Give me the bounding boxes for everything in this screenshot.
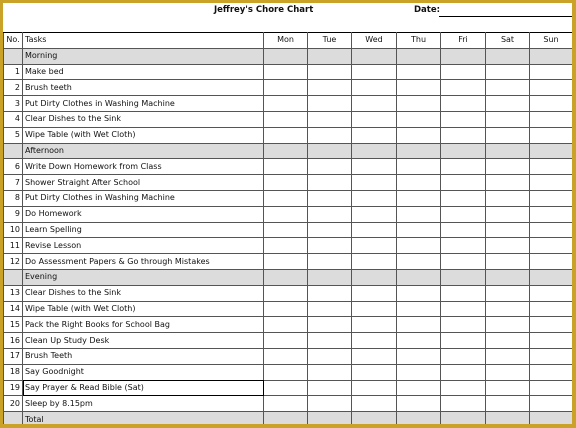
task-number[interactable]: 6 [4,159,23,175]
column-header-tue[interactable]: Tue [308,33,352,49]
checkbox-cell-tue[interactable] [308,222,352,238]
section-no-cell[interactable] [4,143,23,159]
checkbox-cell-sat[interactable] [486,96,530,112]
task-number[interactable]: 10 [4,222,23,238]
task-row [4,127,573,143]
checkbox-cell-mon[interactable] [264,348,308,364]
checkbox-cell-tue[interactable] [308,159,352,175]
checkbox-cell-tue[interactable] [308,190,352,206]
task-name[interactable]: Clean Up Study Desk [23,333,264,349]
column-header-thu[interactable]: Thu [397,33,441,49]
section-day-cell[interactable] [441,48,486,64]
checkbox-cell-wed[interactable] [352,396,397,412]
checkbox-cell-tue[interactable] [308,285,352,301]
checkbox-cell-mon[interactable] [264,175,308,191]
chore-table [3,32,572,424]
checkbox-cell-wed[interactable] [352,301,397,317]
section-day-cell[interactable] [486,269,530,285]
task-row [4,380,573,396]
checkbox-cell-tue[interactable] [308,317,352,333]
checkbox-cell-sun[interactable] [530,127,573,143]
checkbox-cell-thu[interactable] [397,80,441,96]
section-day-cell[interactable] [441,269,486,285]
task-number[interactable]: 14 [4,301,23,317]
section-day-cell[interactable] [352,48,397,64]
task-number[interactable]: 4 [4,111,23,127]
checkbox-cell-mon[interactable] [264,80,308,96]
checkbox-cell-fri[interactable] [441,206,486,222]
checkbox-cell-fri[interactable] [441,127,486,143]
checkbox-cell-sun[interactable] [530,333,573,349]
task-name[interactable]: Do Assessment Papers & Go through Mistakes [23,254,264,270]
chart-title: Jeffrey's Chore Chart [214,5,314,15]
column-header-mon[interactable]: Mon [264,33,308,49]
task-name[interactable]: Shower Straight After School [23,175,264,191]
checkbox-cell-sat[interactable] [486,238,530,254]
task-name[interactable]: Clear Dishes to the Sink [23,111,264,127]
checkbox-cell-fri[interactable] [441,64,486,80]
checkbox-cell-mon[interactable] [264,64,308,80]
task-row [4,254,573,270]
checkbox-cell-tue[interactable] [308,348,352,364]
checkbox-cell-sat[interactable] [486,364,530,380]
checkbox-cell-tue[interactable] [308,175,352,191]
checkbox-cell-wed[interactable] [352,348,397,364]
task-name[interactable]: Clear Dishes to the Sink [23,285,264,301]
section-no-cell[interactable] [4,48,23,64]
checkbox-cell-wed[interactable] [352,380,397,396]
section-day-cell[interactable] [352,143,397,159]
checkbox-cell-fri[interactable] [441,364,486,380]
checkbox-cell-wed[interactable] [352,238,397,254]
checkbox-cell-wed[interactable] [352,190,397,206]
checkbox-cell-wed[interactable] [352,317,397,333]
section-label[interactable]: Evening [23,269,264,285]
section-day-cell[interactable] [486,48,530,64]
task-number[interactable]: 2 [4,80,23,96]
task-row [4,317,573,333]
checkbox-cell-mon[interactable] [264,333,308,349]
checkbox-cell-mon[interactable] [264,364,308,380]
checkbox-cell-tue[interactable] [308,206,352,222]
checkbox-cell-sat[interactable] [486,64,530,80]
checkbox-cell-tue[interactable] [308,396,352,412]
task-row [4,301,573,317]
task-number[interactable]: 11 [4,238,23,254]
checkbox-cell-mon[interactable] [264,301,308,317]
checkbox-cell-sun[interactable] [530,301,573,317]
checkbox-cell-sun[interactable] [530,364,573,380]
checkbox-cell-thu[interactable] [397,127,441,143]
section-day-cell[interactable] [308,143,352,159]
task-row [4,175,573,191]
task-name[interactable]: Sleep by 8.15pm [23,396,264,412]
checkbox-cell-wed[interactable] [352,206,397,222]
checkbox-cell-thu[interactable] [397,301,441,317]
checkbox-cell-sat[interactable] [486,285,530,301]
checkbox-cell-sun[interactable] [530,317,573,333]
checkbox-cell-fri[interactable] [441,254,486,270]
checkbox-cell-wed[interactable] [352,127,397,143]
section-row [4,48,573,64]
checkbox-cell-sat[interactable] [486,333,530,349]
checkbox-cell-mon[interactable] [264,317,308,333]
task-row [4,159,573,175]
section-day-cell[interactable] [486,143,530,159]
checkbox-cell-sun[interactable] [530,222,573,238]
checkbox-cell-sat[interactable] [486,348,530,364]
section-day-cell[interactable] [530,269,573,285]
checkbox-cell-fri[interactable] [441,348,486,364]
checkbox-cell-mon[interactable] [264,238,308,254]
checkbox-cell-sat[interactable] [486,80,530,96]
checkbox-cell-sun[interactable] [530,111,573,127]
checkbox-cell-thu[interactable] [397,396,441,412]
task-row [4,333,573,349]
checkbox-cell-wed[interactable] [352,64,397,80]
header-row [4,33,573,49]
checkbox-cell-fri[interactable] [441,175,486,191]
total-day-cell[interactable] [486,412,530,424]
task-number[interactable]: 19 [4,380,23,396]
task-row [4,348,573,364]
task-name[interactable]: Make bed [23,64,264,80]
section-day-cell[interactable] [397,269,441,285]
task-number[interactable]: 5 [4,127,23,143]
checkbox-cell-mon[interactable] [264,127,308,143]
checkbox-cell-fri[interactable] [441,238,486,254]
column-header-sat[interactable]: Sat [486,33,530,49]
checkbox-cell-sat[interactable] [486,317,530,333]
task-name[interactable]: Learn Spelling [23,222,264,238]
section-day-cell[interactable] [441,143,486,159]
checkbox-cell-mon[interactable] [264,285,308,301]
checkbox-cell-sat[interactable] [486,396,530,412]
section-row [4,269,573,285]
checkbox-cell-fri[interactable] [441,96,486,112]
column-header-wed[interactable]: Wed [352,33,397,49]
section-day-cell[interactable] [530,143,573,159]
task-number[interactable]: 16 [4,333,23,349]
checkbox-cell-fri[interactable] [441,333,486,349]
checkbox-cell-tue[interactable] [308,127,352,143]
checkbox-cell-fri[interactable] [441,396,486,412]
section-no-cell[interactable] [4,269,23,285]
total-day-cell[interactable] [264,412,308,424]
checkbox-cell-thu[interactable] [397,333,441,349]
task-number[interactable]: 20 [4,396,23,412]
task-row [4,396,573,412]
task-name[interactable]: Put Dirty Clothes in Washing Machine [23,96,264,112]
task-row [4,111,573,127]
checkbox-cell-mon[interactable] [264,380,308,396]
checkbox-cell-tue[interactable] [308,333,352,349]
checkbox-cell-tue[interactable] [308,111,352,127]
checkbox-cell-thu[interactable] [397,238,441,254]
checkbox-cell-sat[interactable] [486,380,530,396]
section-day-cell[interactable] [530,48,573,64]
checkbox-cell-sat[interactable] [486,111,530,127]
total-day-cell[interactable] [308,412,352,424]
task-name[interactable]: Wipe Table (with Wet Cloth) [23,301,264,317]
checkbox-cell-thu[interactable] [397,348,441,364]
section-day-cell[interactable] [397,48,441,64]
checkbox-cell-thu[interactable] [397,285,441,301]
task-row [4,96,573,112]
task-name[interactable]: Brush Teeth [23,348,264,364]
checkbox-cell-wed[interactable] [352,254,397,270]
date-field[interactable] [439,16,572,17]
checkbox-cell-sun[interactable] [530,190,573,206]
checkbox-cell-mon[interactable] [264,96,308,112]
checkbox-cell-thu[interactable] [397,190,441,206]
column-header-tasks[interactable]: Tasks [23,33,264,49]
checkbox-cell-thu[interactable] [397,317,441,333]
task-number[interactable]: 12 [4,254,23,270]
task-number[interactable]: 3 [4,96,23,112]
task-name[interactable]: Revise Lesson [23,238,264,254]
checkbox-cell-mon[interactable] [264,206,308,222]
checkbox-cell-fri[interactable] [441,222,486,238]
checkbox-cell-sat[interactable] [486,206,530,222]
task-row [4,206,573,222]
section-day-cell[interactable] [308,48,352,64]
total-day-cell[interactable] [397,412,441,424]
checkbox-cell-mon[interactable] [264,159,308,175]
task-row [4,64,573,80]
checkbox-cell-sun[interactable] [530,80,573,96]
checkbox-cell-sun[interactable] [530,380,573,396]
section-day-cell[interactable] [264,48,308,64]
checkbox-cell-sun[interactable] [530,175,573,191]
chart-body [4,48,573,424]
checkbox-cell-sun[interactable] [530,396,573,412]
checkbox-cell-sat[interactable] [486,127,530,143]
checkbox-cell-fri[interactable] [441,317,486,333]
task-number[interactable]: 18 [4,364,23,380]
task-row [4,190,573,206]
checkbox-cell-thu[interactable] [397,206,441,222]
checkbox-cell-fri[interactable] [441,159,486,175]
checkbox-cell-wed[interactable] [352,364,397,380]
checkbox-cell-tue[interactable] [308,64,352,80]
task-name[interactable]: Write Down Homework from Class [23,159,264,175]
checkbox-cell-sat[interactable] [486,254,530,270]
task-row [4,364,573,380]
date-label: Date: [414,5,441,15]
checkbox-cell-wed[interactable] [352,285,397,301]
checkbox-cell-sat[interactable] [486,301,530,317]
title-row [3,3,572,32]
column-header-no[interactable]: No. [4,33,23,49]
checkbox-cell-sun[interactable] [530,254,573,270]
checkbox-cell-thu[interactable] [397,159,441,175]
checkbox-cell-thu[interactable] [397,111,441,127]
task-name[interactable]: Brush teeth [23,80,264,96]
checkbox-cell-sat[interactable] [486,159,530,175]
task-name[interactable]: Put Dirty Clothes in Washing Machine [23,190,264,206]
task-row [4,238,573,254]
section-label[interactable]: Morning [23,48,264,64]
task-number[interactable]: 8 [4,190,23,206]
checkbox-cell-thu[interactable] [397,254,441,270]
chore-chart-sheet [3,3,572,424]
task-row [4,222,573,238]
task-row [4,80,573,96]
checkbox-cell-mon[interactable] [264,254,308,270]
task-name[interactable]: Say Goodnight [23,364,264,380]
checkbox-cell-thu[interactable] [397,175,441,191]
checkbox-cell-sat[interactable] [486,175,530,191]
checkbox-cell-tue[interactable] [308,301,352,317]
checkbox-cell-wed[interactable] [352,80,397,96]
checkbox-cell-fri[interactable] [441,80,486,96]
checkbox-cell-sun[interactable] [530,285,573,301]
checkbox-cell-wed[interactable] [352,175,397,191]
task-name[interactable]: Do Homework [23,206,264,222]
task-number[interactable]: 13 [4,285,23,301]
task-number[interactable]: 17 [4,348,23,364]
checkbox-cell-fri[interactable] [441,190,486,206]
checkbox-cell-fri[interactable] [441,111,486,127]
checkbox-cell-wed[interactable] [352,222,397,238]
checkbox-cell-mon[interactable] [264,396,308,412]
checkbox-cell-mon[interactable] [264,190,308,206]
section-label[interactable]: Afternoon [23,143,264,159]
checkbox-cell-fri[interactable] [441,380,486,396]
task-number[interactable]: 1 [4,64,23,80]
total-day-cell[interactable] [530,412,573,424]
checkbox-cell-sun[interactable] [530,206,573,222]
checkbox-cell-tue[interactable] [308,238,352,254]
checkbox-cell-fri[interactable] [441,285,486,301]
total-no-cell[interactable] [4,412,23,424]
total-day-cell[interactable] [352,412,397,424]
task-number[interactable]: 15 [4,317,23,333]
task-name[interactable]: Pack the Right Books for School Bag [23,317,264,333]
checkbox-cell-tue[interactable] [308,96,352,112]
task-row [4,285,573,301]
checkbox-cell-tue[interactable] [308,364,352,380]
checkbox-cell-sun[interactable] [530,238,573,254]
checkbox-cell-thu[interactable] [397,380,441,396]
task-number[interactable]: 7 [4,175,23,191]
section-row [4,143,573,159]
task-number[interactable]: 9 [4,206,23,222]
checkbox-cell-thu[interactable] [397,64,441,80]
section-day-cell[interactable] [397,143,441,159]
column-header-fri[interactable]: Fri [441,33,486,49]
checkbox-cell-sun[interactable] [530,159,573,175]
checkbox-cell-sun[interactable] [530,64,573,80]
task-name[interactable]: Wipe Table (with Wet Cloth) [23,127,264,143]
section-day-cell[interactable] [308,269,352,285]
checkbox-cell-mon[interactable] [264,222,308,238]
checkbox-cell-wed[interactable] [352,159,397,175]
checkbox-cell-mon[interactable] [264,111,308,127]
checkbox-cell-sun[interactable] [530,348,573,364]
checkbox-cell-sun[interactable] [530,96,573,112]
total-label[interactable]: Total [23,412,264,424]
column-header-sun[interactable]: Sun [530,33,573,49]
checkbox-cell-wed[interactable] [352,111,397,127]
checkbox-cell-thu[interactable] [397,222,441,238]
checkbox-cell-fri[interactable] [441,301,486,317]
checkbox-cell-tue[interactable] [308,380,352,396]
section-day-cell[interactable] [352,269,397,285]
task-name-selected[interactable]: Say Prayer & Read Bible (Sat) [23,380,264,396]
section-day-cell[interactable] [264,143,308,159]
section-day-cell[interactable] [264,269,308,285]
checkbox-cell-tue[interactable] [308,254,352,270]
checkbox-cell-tue[interactable] [308,80,352,96]
checkbox-cell-thu[interactable] [397,96,441,112]
checkbox-cell-thu[interactable] [397,364,441,380]
checkbox-cell-sat[interactable] [486,190,530,206]
checkbox-cell-sat[interactable] [486,222,530,238]
checkbox-cell-wed[interactable] [352,96,397,112]
total-day-cell[interactable] [441,412,486,424]
checkbox-cell-wed[interactable] [352,333,397,349]
total-row [4,412,573,424]
